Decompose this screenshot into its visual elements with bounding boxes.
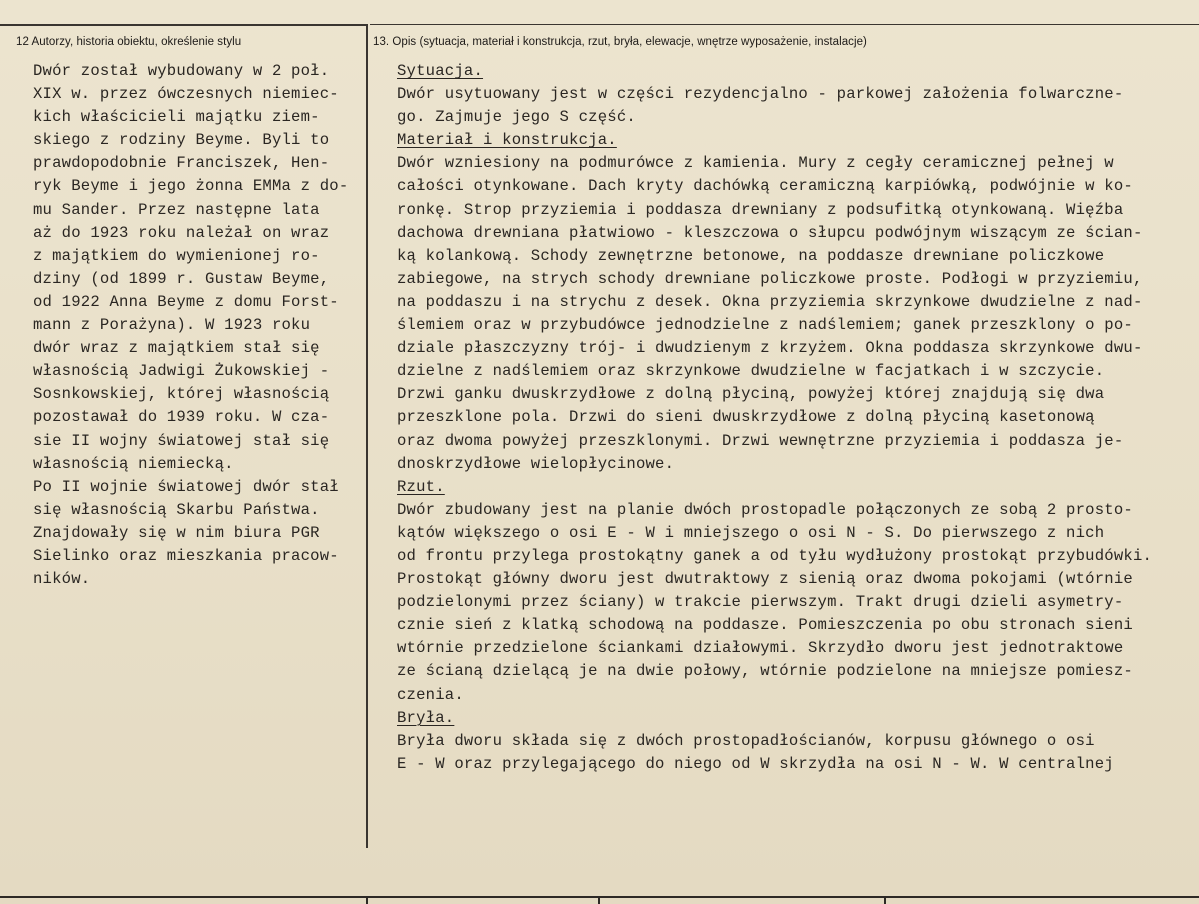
description-line: przeszklone pola. Drzwi do sieni dwuskrzydłowe z dolną płyciną kasetonową	[397, 408, 1095, 427]
top-rule-right	[370, 24, 1199, 25]
description-line: cznie sień z klatką schodową na poddasze. Pomieszczenia po obu stronach sieni	[397, 616, 1133, 635]
section-heading	[397, 476, 1197, 499]
description-line: Dwór wzniesiony na podmurówce z kamienia. Mury z cegły ceramicznej pełnej w	[397, 154, 1114, 173]
bottom-tick	[366, 896, 368, 904]
history-line: kich właścicieli majątku ziem-	[33, 108, 320, 127]
column-divider	[366, 26, 368, 848]
history-line: Znajdowały się w nim biura PGR	[33, 523, 320, 542]
description-line: dzielne z nadślemiem oraz skrzynkowe dwudzielne w facjatkach i w szczycie.	[397, 362, 1105, 381]
history-line: dziny (od 1899 r. Gustaw Beyme,	[33, 269, 330, 288]
history-line: ryk Beyme i jego żonna EMMa z do-	[33, 177, 349, 196]
history-line: sie II wojny światowej stał się	[33, 431, 330, 450]
history-text-block	[33, 60, 363, 591]
history-line: XIX w. przez ówczesnych niemiec-	[33, 85, 339, 104]
bottom-tick	[884, 896, 886, 904]
description-line: zabiegowe, na strych schody drewniane policzkowe proste. Podłogi w przyziemiu,	[397, 269, 1143, 288]
description-line: podzielonymi przez ściany) w trakcie pierwszym. Trakt drugi dzieli asymetry-	[397, 593, 1124, 612]
history-line: się własnością Skarbu Państwa.	[33, 500, 320, 519]
section-heading-text: Rzut.	[397, 477, 445, 496]
history-line: z majątkiem do wymienionej ro-	[33, 246, 320, 265]
history-line: mu Sander. Przez następne lata	[33, 200, 320, 219]
description-text-block	[397, 60, 1197, 776]
section-heading-text: Sytuacja.	[397, 62, 484, 80]
description-line: na poddaszu i na strychu z desek. Okna przyziemia skrzynkowe dwudzielne z nad-	[397, 292, 1143, 311]
description-line: kątów większego o osi E - W i mniejszego o osi N - S. Do pierwszego z nich	[397, 523, 1105, 542]
history-line: własnością Jadwigi Żukowskiej -	[33, 362, 330, 381]
description-line: wtórnie przedzielone ściankami działowymi. Skrzydło dworu jest jednotraktowe	[397, 639, 1124, 658]
description-line: dachowa drewniana płatwiowo - kleszczowa o słupcu podwójnym wiszącym ze ścian-	[397, 223, 1143, 242]
description-line: dnoskrzydłowe wielopłycinowe.	[397, 454, 675, 473]
description-line: Prostokąt główny dworu jest dwutraktowy z sienią oraz dwoma pokojami (wtórnie	[397, 570, 1133, 589]
history-line: aż do 1923 roku należał on wraz	[33, 223, 330, 242]
bottom-tick	[598, 896, 600, 904]
history-line: Sielinko oraz mieszkania pracow-	[33, 546, 339, 565]
history-line: prawdopodobnie Franciszek, Hen-	[33, 154, 330, 173]
history-line: Po II wojnie światowej dwór stał	[33, 477, 339, 496]
history-line: ników.	[33, 570, 91, 589]
description-line: ką kolankową. Schody zewnętrzne betonowe, na poddasze drewniane policzkowe	[397, 246, 1105, 265]
history-line: od 1922 Anna Beyme z domu Forst-	[33, 292, 339, 311]
description-line: ronkę. Strop przyziemia i poddasza drewniany z podsufitką otynkowaną. Więźba	[397, 200, 1124, 219]
history-line: skiego z rodziny Beyme. Byli to	[33, 131, 330, 150]
description-line: całości otynkowane. Dach kryty dachówką ceramiczną karpiówką, podwójnie w ko-	[397, 177, 1133, 196]
description-line: ze ścianą dzielącą je na dwie połowy, wtórnie podzielone na mniejsze pomiesz-	[397, 662, 1133, 681]
history-line: Dwór został wybudowany w 2 poł.	[33, 62, 330, 80]
description-line: od frontu przylega prostokątny ganek a od tyłu wydłużony prostokąt przybudówki.	[397, 546, 1153, 565]
section-heading	[397, 129, 1197, 152]
description-line: oraz dwoma powyżej przeszklonymi. Drzwi wewnętrzne przyziemia i poddasza je-	[397, 431, 1124, 450]
section-heading-text: Bryła.	[397, 708, 455, 727]
description-line: Bryła dworu składa się z dwóch prostopadłościanów, korpusu głównego o osi	[397, 731, 1095, 750]
history-line: Sosnkowskiej, której własnością	[33, 385, 330, 404]
history-line: własnością niemiecką.	[33, 454, 234, 473]
description-line: dziale płaszczyzny trój- i dwudzienym z krzyżem. Okna poddasza skrzynkowe dwu-	[397, 339, 1143, 358]
section-heading	[397, 60, 1197, 83]
description-line: czenia.	[397, 685, 464, 704]
description-line: Dwór usytuowany jest w części rezydencjalno - parkowej założenia folwarczne-	[397, 85, 1124, 104]
section-12-header: 12 Autorzy, historia obiektu, określenie stylu	[16, 36, 242, 48]
description-line: E - W oraz przylegającego do niego od W skrzydła na osi N - W. W centralnej	[397, 754, 1114, 773]
description-line: ślemiem oraz w przybudówce jednodzielne z nadślemiem; ganek przeszklony o po-	[397, 316, 1133, 335]
top-rule-left	[0, 24, 368, 26]
description-line: Drzwi ganku dwuskrzydłowe z dolną płyciną, powyżej której znajdują się dwa	[397, 385, 1105, 404]
history-line: pozostawał do 1939 roku. W cza-	[33, 408, 330, 427]
history-line: dwór wraz z majątkiem stał się	[33, 339, 320, 358]
section-heading	[397, 707, 1197, 730]
description-line: Dwór zbudowany jest na planie dwóch prostopadle połączonych ze sobą 2 prosto-	[397, 500, 1133, 519]
history-line: mann z Porażyna). W 1923 roku	[33, 316, 311, 335]
section-heading-text: Materiał i konstrukcja.	[397, 131, 617, 150]
section-13-header: 13. Opis (sytuacja, materiał i konstrukcja, rzut, bryła, elewacje, wnętrze wyposażenie, instalacje)	[373, 36, 867, 48]
description-line: go. Zajmuje jego S część.	[397, 108, 636, 127]
